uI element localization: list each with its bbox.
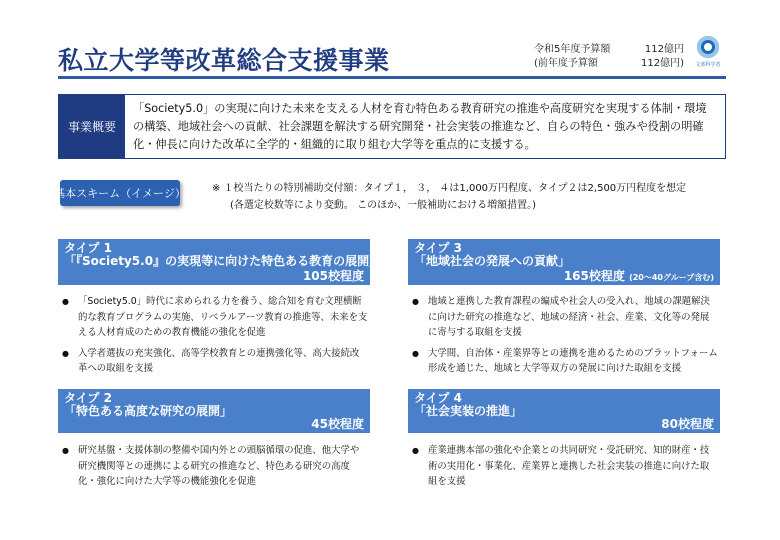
type1-header	[58, 239, 382, 285]
overview-text: 「Society5.0」の実現に向けた未来を支える人材を育む特色ある教育研究の推進や高度研究を実現する体制・環境の構築、地域社会への貢献、社会課題を解決する研究開発・社会実装の推進など、自らの特色・強みや役割の明確化・伸長に向けた改革に全学的・組織的に取り組む大学等を重点的に支援する。	[133, 102, 707, 151]
title-underline	[58, 76, 726, 79]
bullet-item: ● 大学間、自治体・産業界等との連携を進めるためのプラットフォーム形成を通じた、地域と大学等双方の発展に向けた取組を支援	[408, 346, 718, 377]
type1-bullets	[58, 294, 368, 382]
type4-count: 80校程度	[661, 417, 714, 431]
scheme-note-line2: (各選定校数等により変動。 このほか、一般補助における増額措置。)	[230, 200, 536, 211]
type3-count-wrap	[564, 269, 714, 285]
bullet-item: ● 入学者選抜の充実強化、高等学校教育との連携強化等、高大接続改革への取組を支援	[58, 346, 368, 377]
type3-count-sub: (20～40グループ含む)	[629, 273, 714, 282]
budget-previous-label: (前年度予算額	[534, 58, 598, 69]
type4-header	[408, 389, 720, 433]
type3-bullets	[408, 294, 718, 382]
emblem-dot	[704, 43, 712, 51]
bullet-item: ● 地域と連携した教育課程の編成や社会人の受入れ、地域の課題解決に向けた研究の推進など、地域の経済・社会、産業、文化等の発展に寄与する取組を支援	[408, 294, 718, 341]
type3-count: 165校程度	[563, 269, 625, 283]
scheme-note-line1: ※ １校当たりの特別補助交付額：タイプ１， ３， ４は1,000万円程度、タイプ２は2,500万円程度を想定	[212, 183, 687, 194]
bullet-item: ● 産業連携本部の強化や企業との共同研究・受託研究、知的財産・技術の実用化・事業化、産業界と連携した社会実装の推進に向けた取組を支援	[408, 443, 718, 490]
budget-current-value: 112億円	[644, 44, 684, 55]
budget-previous-row	[534, 57, 684, 71]
type1-name: タイプ 1	[64, 241, 112, 255]
budget-info	[534, 43, 684, 71]
type1-title: 「『Society5.0』の実現等に向けた特色ある教育の展開」	[64, 254, 382, 268]
page-title: 私立大学等改革総合支援事業	[58, 46, 390, 75]
type3-name: タイプ 3	[414, 241, 462, 255]
budget-current-row	[534, 43, 684, 57]
budget-current-label: 令和5年度予算額	[534, 44, 611, 55]
budget-previous-value: 112億円)	[641, 58, 684, 69]
type2-bullets	[58, 443, 368, 495]
type4-name: タイプ 4	[414, 391, 462, 405]
type2-header	[58, 389, 370, 433]
header	[0, 0, 780, 82]
bullet-item: ● 研究基盤・支援体制の整備や国内外との頭脳循環の促進、他大学や研究機関等との連携による研究の推進など、特色ある研究の高度化・強化に向けた大学等の機能強化を促進	[58, 443, 368, 490]
overview-box	[58, 94, 726, 159]
scheme-notes	[212, 180, 686, 214]
type4-title: 「社会実装の推進」	[414, 404, 523, 418]
type3-header	[408, 239, 720, 285]
type2-title: 「特色ある高度な研究の展開」	[64, 404, 233, 418]
type3-title: 「地域社会の発展への貢献」	[414, 254, 571, 268]
type2-name: タイプ 2	[64, 391, 112, 405]
emblem-text: 文部科学省	[695, 62, 721, 68]
bullet-item: ● 「Society5.0」時代に求められる力を養う、総合知を育む文理横断的な教育プログラムの実施、リベラルアーツ教育の推進等、未来を支える人材育成のための教育機能の強化を促進	[58, 294, 368, 341]
overview-label: 事業概要	[59, 95, 125, 158]
type2-count: 45校程度	[311, 417, 364, 431]
type1-count: 105校程度	[302, 269, 364, 283]
basic-scheme-label: 基本スキーム（イメージ）	[60, 180, 180, 206]
ministry-emblem-icon	[693, 36, 723, 76]
type4-bullets	[408, 443, 718, 495]
